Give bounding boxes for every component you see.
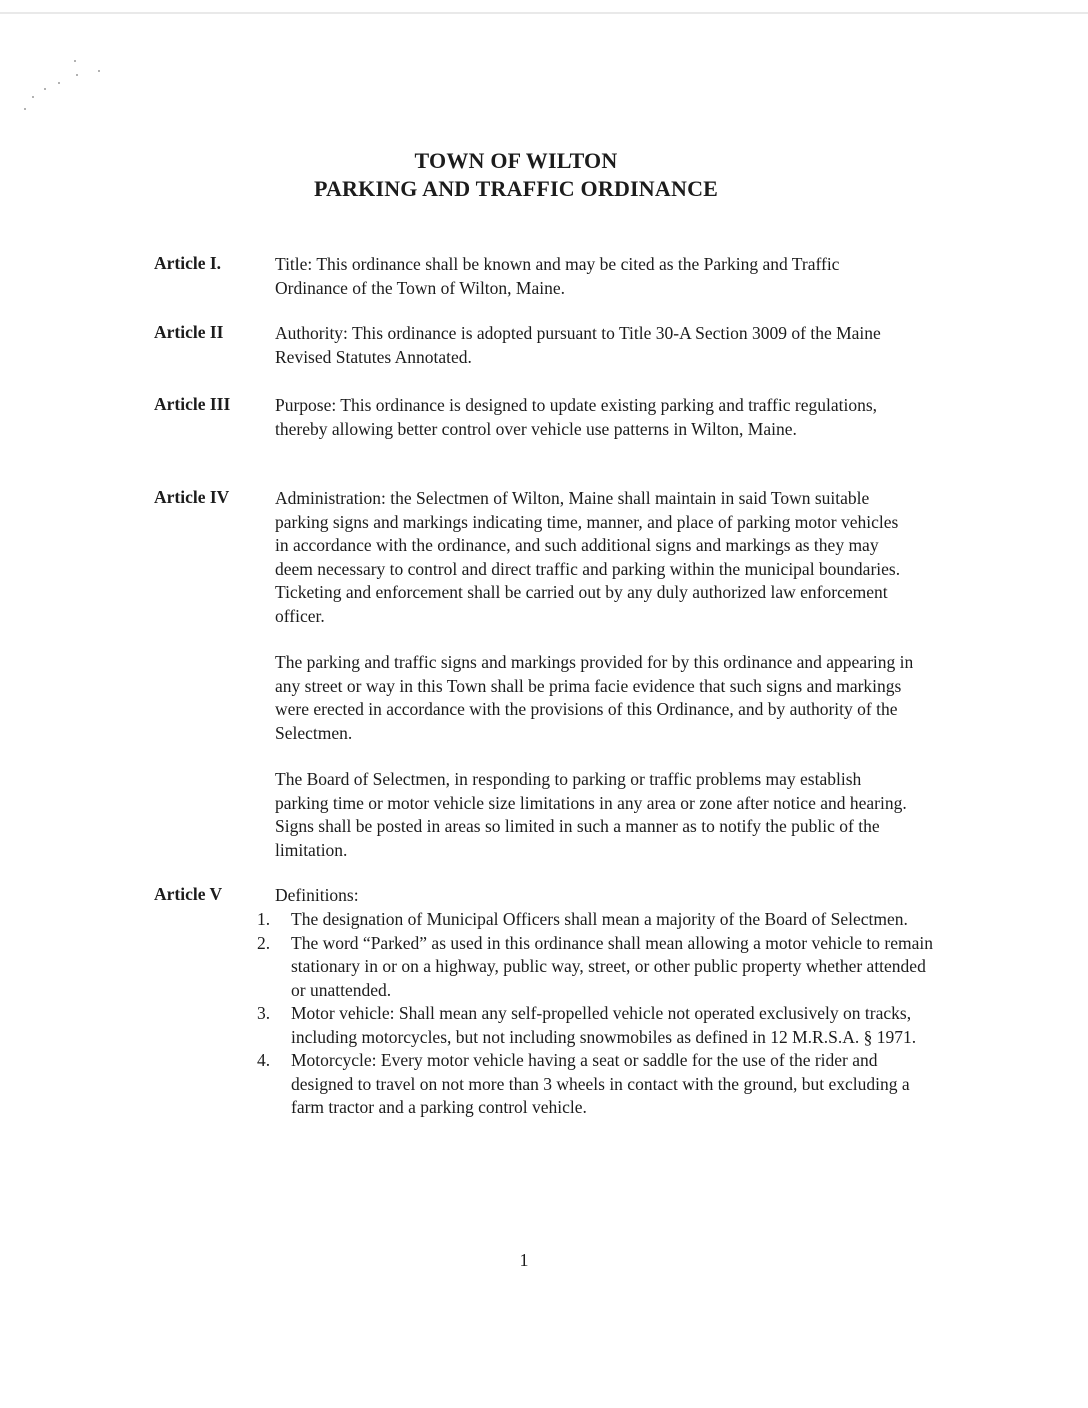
- article-paragraph: The Board of Selectmen, in responding to parking or traffic problems may establish parking time or motor vehicle size limitations in any area or zone after notice and hearing. Signs shall be posted in areas so limited in such a manner as to notify the public of the limitation.: [275, 769, 907, 860]
- page-number: 1: [519, 1250, 529, 1270]
- definition-number: 1.: [257, 909, 271, 929]
- definitions-heading: Definitions:: [275, 885, 359, 905]
- scan-specks: [18, 60, 108, 120]
- article-label: Article II: [154, 322, 224, 342]
- definition-number: 3.: [257, 1003, 271, 1023]
- definition-item: [257, 1002, 937, 1049]
- definitions-list: [257, 908, 937, 1120]
- article-text: Administration: the Selectmen of Wilton, Maine shall maintain in said Town suitable parking signs and markings indicating time, manner, and place of parking motor vehicles in accordance with the ordinance, and such additional signs and markings as they may deem necessary to control and direct traffic and parking within the municipal boundaries. Ticketing and enforcement shall be carried out by any duly authorized law enforcement officer.: [275, 488, 901, 626]
- article-label: Article V: [154, 884, 223, 904]
- definition-item: [257, 908, 937, 932]
- document-subtitle: PARKING AND TRAFFIC ORDINANCE: [313, 176, 719, 201]
- document-title: TOWN OF WILTON: [414, 148, 618, 173]
- article-text: Authority: This ordinance is adopted pursuant to Title 30-A Section 3009 of the Maine Revised Statutes Annotated.: [275, 323, 881, 367]
- article-paragraph: The parking and traffic signs and markings provided for by this ordinance and appearing in any street or way in this Town shall be prima facie evidence that such signs and markings were erected in accordance with the provisions of this Ordinance, and by authority of the Selectmen.: [275, 652, 914, 743]
- definition-item: [257, 1049, 937, 1120]
- definition-number: 4.: [257, 1050, 271, 1070]
- definition-text: Motor vehicle: Shall mean any self-propelled vehicle not operated exclusively on tracks, including motorcycles, but not including snowmobiles as defined in 12 M.R.S.A. § 1971.: [291, 1003, 917, 1047]
- article-label: Article III: [154, 394, 231, 414]
- article-label: Article IV: [154, 487, 230, 507]
- definition-item: [257, 932, 937, 1003]
- definition-text: The word “Parked” as used in this ordinance shall mean allowing a motor vehicle to remain stationary in or on a highway, public way, street, or other public property whether attended or unattended.: [291, 932, 933, 1000]
- definition-text: Motorcycle: Every motor vehicle having a seat or saddle for the use of the rider and designed to travel on not more than 3 wheels in contact with the ground, but excluding a farm tractor and a parking control vehicle.: [291, 1050, 910, 1117]
- article-text: Purpose: This ordinance is designed to update existing parking and traffic regulations, thereby allowing better control over vehicle use patterns in Wilton, Maine.: [275, 395, 877, 439]
- definition-number: 2.: [257, 932, 271, 953]
- definition-text: The designation of Municipal Officers shall mean a majority of the Board of Selectmen.: [291, 909, 908, 929]
- article-text: Title: This ordinance shall be known and may be cited as the Parking and Traffic Ordinance of the Town of Wilton, Maine.: [275, 254, 840, 298]
- scan-artifact-line: [0, 12, 1088, 14]
- article-label: Article I.: [154, 253, 222, 273]
